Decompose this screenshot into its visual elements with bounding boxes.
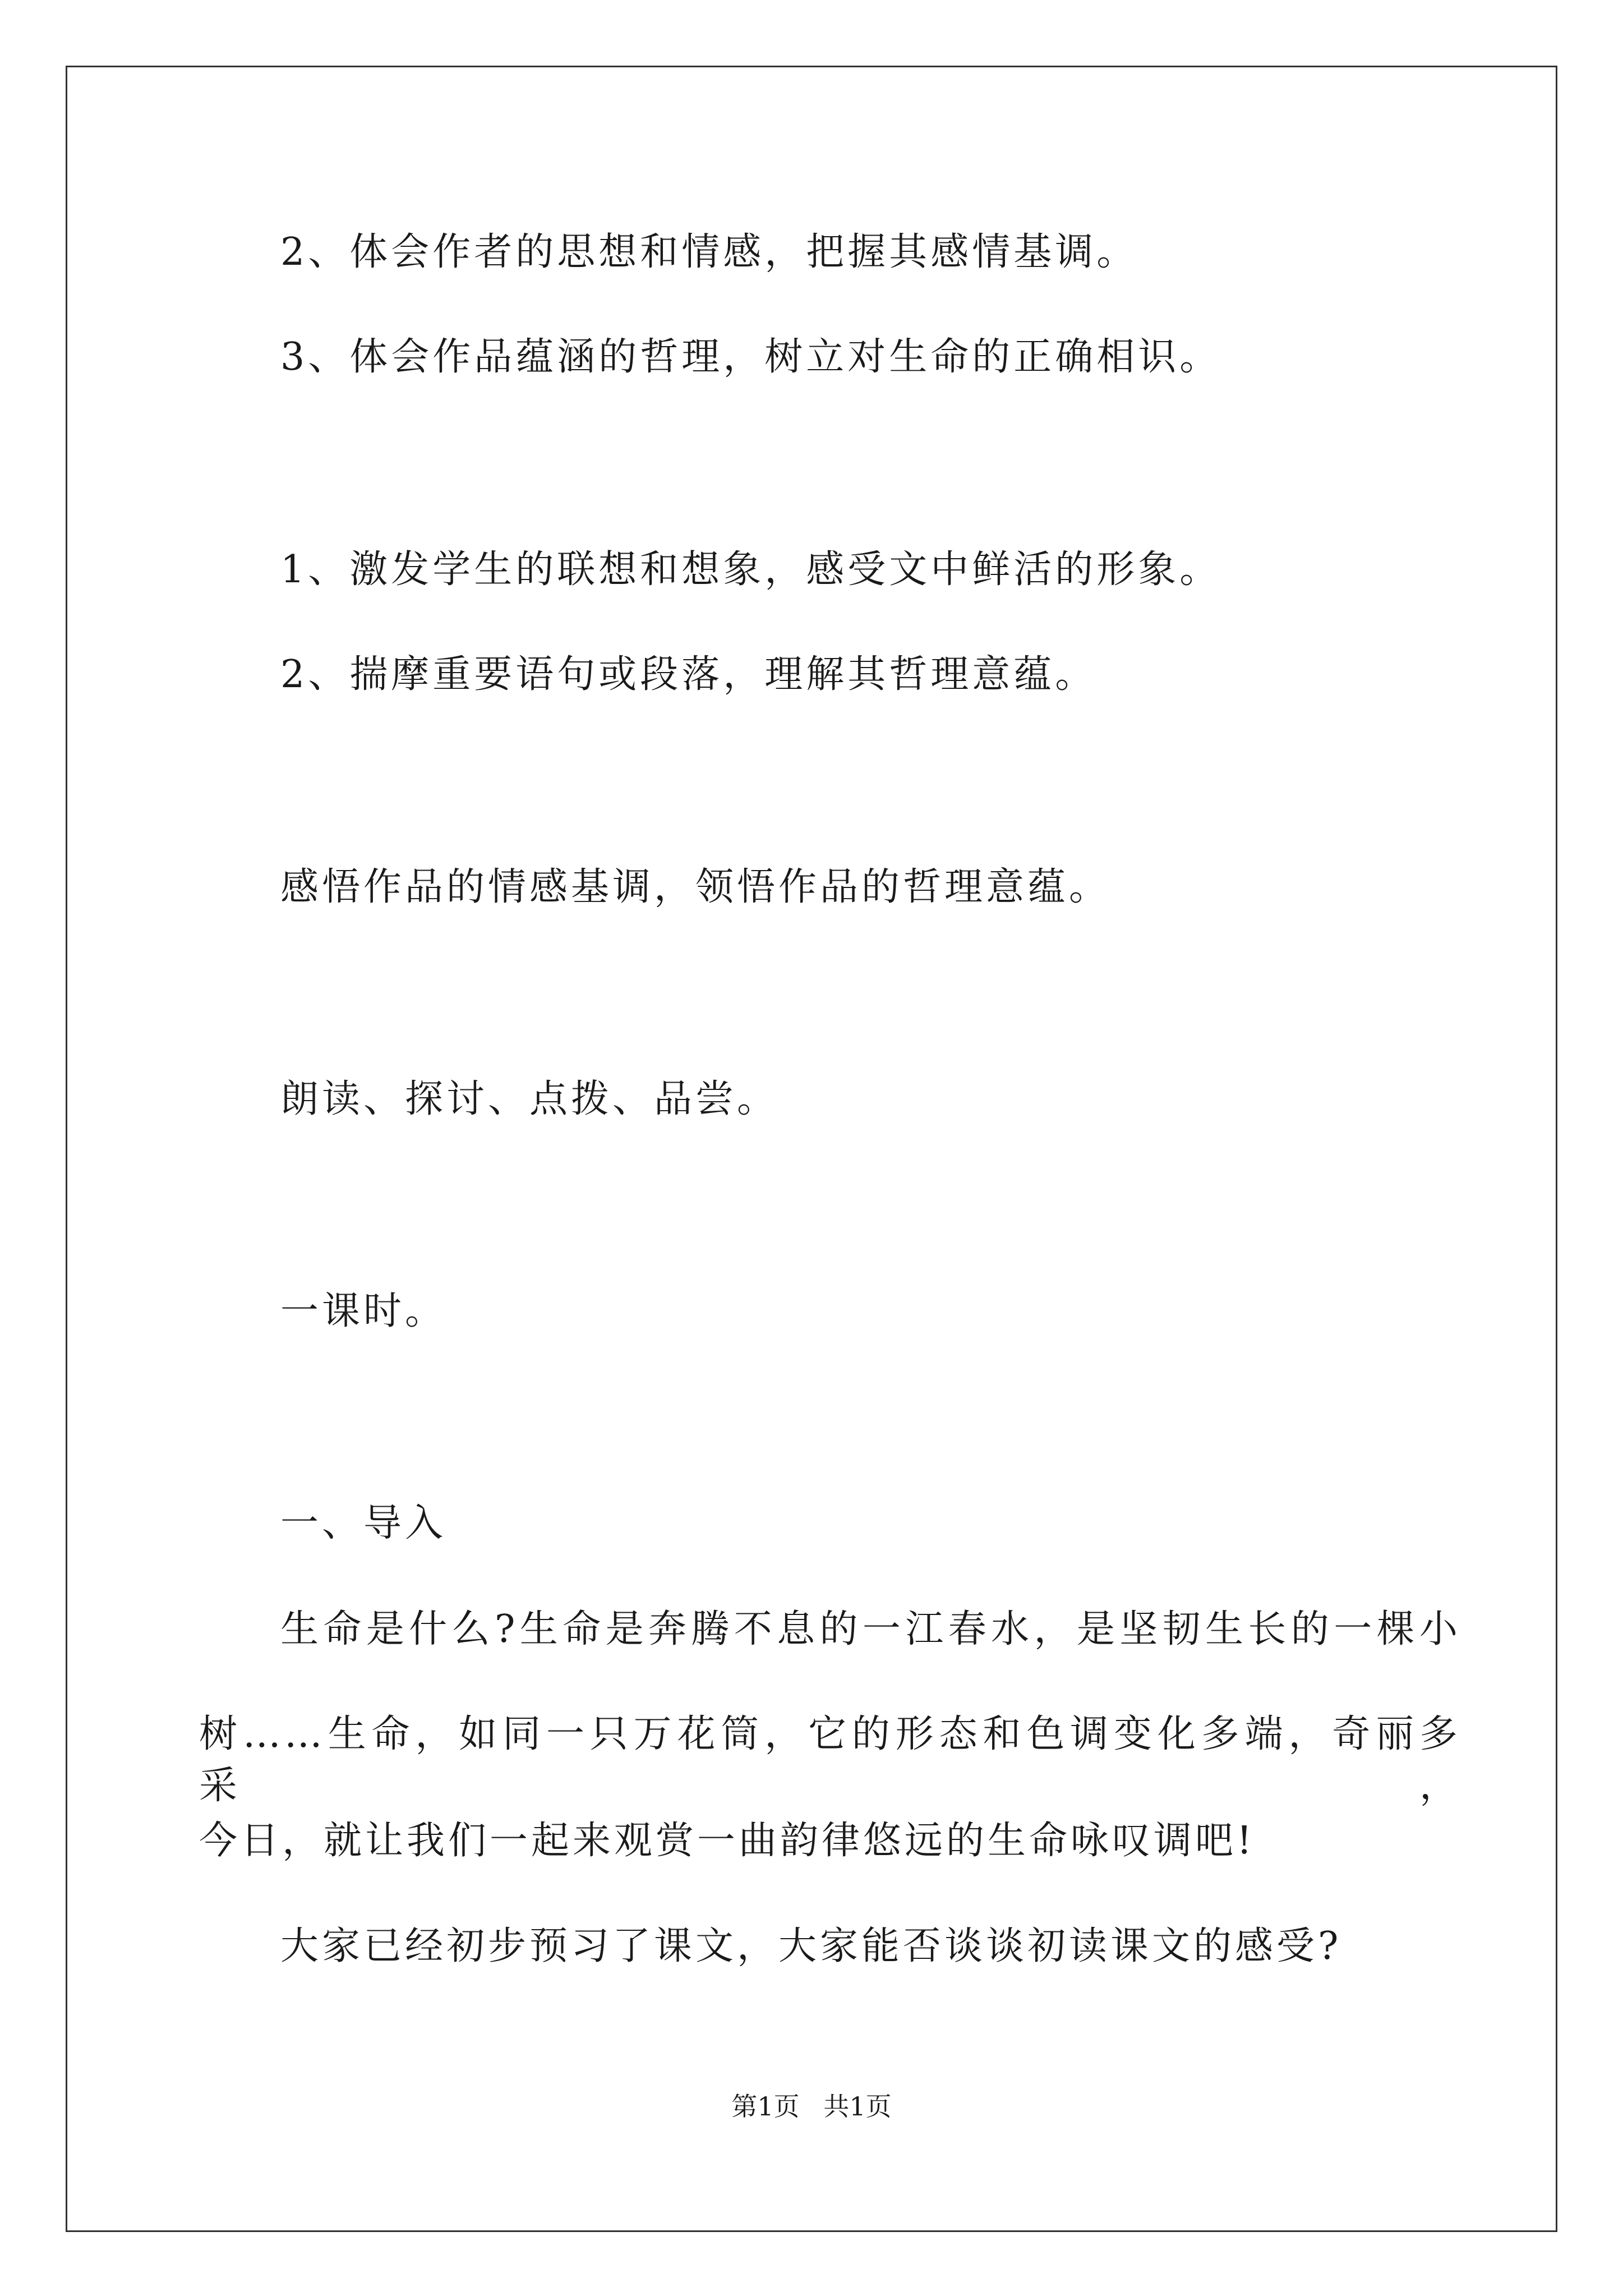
objective-item: 2、体会作者的思想和情感，把握其感情基调。 — [280, 230, 1138, 274]
page-footer — [0, 2090, 1623, 2123]
key-points-text: 感悟作品的情感基调，领悟作品的哲理意蕴。 — [280, 865, 1111, 909]
objective-item: 3、体会作品蕴涵的哲理，树立对生命的正确相识。 — [280, 335, 1221, 379]
page-total: 共1页 — [823, 2091, 892, 2122]
page-frame — [66, 66, 1557, 2232]
objective-item: 1、激发学生的联想和想象，感受文中鲜活的形象。 — [280, 547, 1221, 592]
section-heading: 一、导入 — [280, 1501, 447, 1545]
methods-text: 朗读、探讨、点拨、品尝。 — [280, 1077, 779, 1121]
paragraph-line: 树……生命，如同一只万花筒，它的形态和色调变化多端，奇丽多采， — [199, 1712, 1461, 1808]
paragraph-line-text: 生命是什么?生命是奔腾不息的一江春水，是坚韧生长的一棵小 — [280, 1607, 1461, 1651]
duration-text: 一课时。 — [280, 1289, 447, 1333]
question-text: 大家已经初步预习了课文，大家能否谈谈初读课文的感受? — [280, 1924, 1342, 1968]
paragraph-line — [280, 1604, 1461, 1655]
page-number: 第1页 — [731, 2091, 800, 2122]
objective-item: 2、揣摩重要语句或段落，理解其哲理意蕴。 — [280, 652, 1097, 697]
paragraph-line: 今日，就让我们一起来观赏一曲韵律悠远的生命咏叹调吧! — [199, 1819, 1256, 1863]
